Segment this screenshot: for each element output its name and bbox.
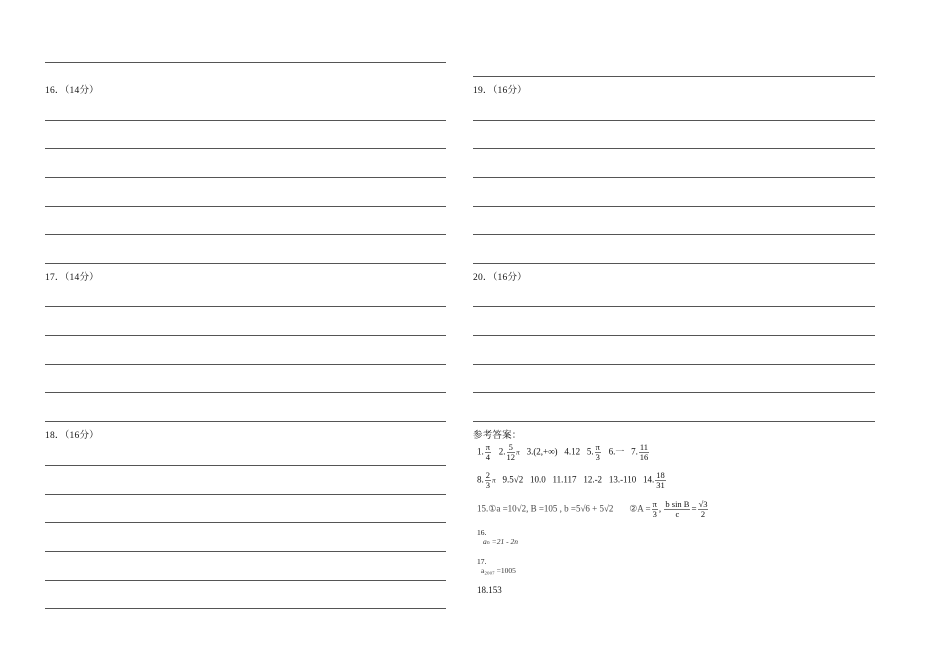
fraction-numerator: π <box>652 499 657 509</box>
answer-line <box>45 263 446 264</box>
answer-17-number: 17. <box>477 557 487 566</box>
answer-line <box>45 335 446 336</box>
answer-row-2 <box>477 471 667 490</box>
answer-line <box>45 206 446 207</box>
answer-row-1 <box>477 443 650 462</box>
fraction-numerator: 18 <box>656 470 665 480</box>
fraction-denominator: 16 <box>639 451 649 462</box>
fraction-numerator: π <box>595 442 600 452</box>
answer-line <box>45 580 446 581</box>
answer-line <box>45 364 446 365</box>
answer-line <box>45 522 446 523</box>
fraction-denominator: 12 <box>506 451 516 462</box>
answer-12: 12.-2 <box>583 474 603 485</box>
answer-line <box>45 494 446 495</box>
answer-line <box>473 206 875 207</box>
answer-line <box>45 62 446 63</box>
answer-11: 11.117 <box>552 474 577 485</box>
answer-line <box>45 421 446 422</box>
answer-15-fraction-a <box>652 500 658 519</box>
answer-15-part-1: 15.①a =10√2, B =105 , b =5√6 + 5√2 <box>477 503 614 514</box>
answer-line <box>473 306 875 307</box>
answer-line <box>45 234 446 235</box>
answer-1-fraction <box>485 443 491 462</box>
answer-15-fraction-c <box>698 500 709 519</box>
answer-16-number: 16. <box>477 528 487 537</box>
answer-row-17 <box>477 557 516 575</box>
answer-5-label: 5. <box>586 446 594 457</box>
answer-line <box>45 306 446 307</box>
answer-15-fraction-b <box>664 500 690 519</box>
fraction-numerator: 2 <box>485 470 490 480</box>
question-17-heading: 17．（14分） <box>45 273 99 283</box>
answer-line <box>473 148 875 149</box>
answer-14-fraction <box>655 471 666 490</box>
answer-15-part-2-label: ②A = <box>629 503 651 514</box>
answer-15-equals: = <box>691 503 697 514</box>
answer-row-15: 15.①a =10√2, B =105 , b =5√6 + 5√2 ②A = $\frac{\pi}{3}$ , $\frac{\text{b sin B}}{c}$ = $\frac{√3}{2}$ <box>477 499 708 519</box>
answer-17-formula: a₂₀₀₇ =1005 <box>481 566 516 575</box>
fraction-denominator: 4 <box>485 451 491 462</box>
fraction-denominator: 31 <box>656 479 665 490</box>
answer-5-fraction <box>595 443 601 462</box>
fraction-numerator: 11 <box>639 442 649 452</box>
answer-8-tail: π <box>492 475 496 485</box>
question-19-heading: 19．（16分） <box>473 86 527 96</box>
answer-line <box>473 364 875 365</box>
answer-2-tail: π <box>516 447 520 457</box>
fraction-denominator: 2 <box>700 508 706 519</box>
answer-line <box>473 177 875 178</box>
answer-7-label: 7. <box>631 446 638 457</box>
answer-line <box>45 120 446 121</box>
answer-2-fraction <box>507 443 516 462</box>
answer-7-fraction <box>639 443 649 462</box>
answer-1-label: 1. <box>477 446 484 457</box>
answer-18: 18.153 <box>477 585 502 595</box>
answer-2-label: 2. <box>498 446 506 457</box>
answer-line <box>473 234 875 235</box>
fraction-numerator: b sin B <box>665 499 690 509</box>
fraction-denominator: c <box>675 508 680 519</box>
answer-16-formula: aₙ =21 - 2n <box>483 537 518 546</box>
answer-line <box>473 392 875 393</box>
answer-line <box>473 335 875 336</box>
fraction-numerator: π <box>485 442 491 452</box>
fraction-numerator: 5 <box>507 443 516 453</box>
answer-3: 3.(2,+∞) <box>526 446 558 457</box>
answer-9: 9.5√2 <box>502 474 524 485</box>
answer-line <box>473 76 875 77</box>
answer-line <box>473 263 875 264</box>
answer-10: 10.0 <box>529 474 546 485</box>
fraction-denominator: 3 <box>652 508 657 519</box>
answer-line <box>45 551 446 552</box>
answer-line <box>45 177 446 178</box>
answer-13: 13.-110 <box>608 474 637 485</box>
reference-answers-title: 参考答案： <box>473 431 522 441</box>
answer-line <box>45 392 446 393</box>
answer-line <box>473 421 875 422</box>
fraction-denominator: 3 <box>485 479 490 490</box>
answer-4: 4.12 <box>564 446 581 457</box>
answer-line <box>45 465 446 466</box>
answer-8-label: 8. <box>477 474 484 485</box>
answer-line <box>45 148 446 149</box>
answer-6: 6.一 <box>608 446 625 457</box>
answer-8-fraction <box>485 471 491 490</box>
fraction-denominator: 3 <box>595 451 600 462</box>
answer-line <box>45 608 446 609</box>
answer-line <box>473 120 875 121</box>
answer-row-16 <box>477 528 518 546</box>
question-18-heading: 18．（16分） <box>45 431 99 441</box>
answer-14-label: 14. <box>642 474 655 485</box>
question-20-heading: 20．（16分） <box>473 273 527 283</box>
fraction-numerator: √3 <box>698 499 708 509</box>
question-16-heading: 16．（14分） <box>45 86 99 96</box>
